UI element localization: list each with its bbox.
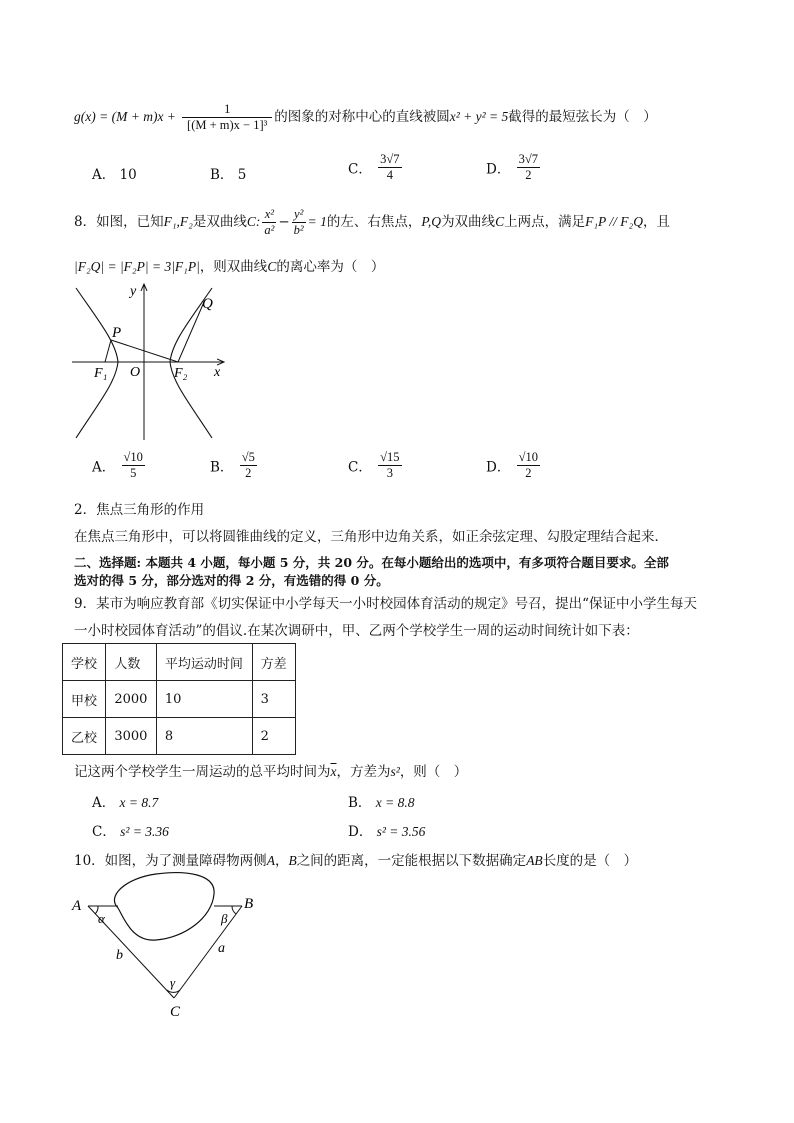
q9-line1: 9．某市为响应教育部《切实保证中小学每天一小时校园体育活动的规定》号召，提出“保证中小学生每天 [74, 596, 697, 612]
label-C: C [170, 1004, 181, 1020]
q9-option-b[interactable]: B． x = 8.8 [348, 795, 415, 811]
label-f1: F₁ [94, 366, 108, 381]
angle-beta-arc [232, 906, 236, 914]
q8-stem-line1: 8．如图，已知F₁,F₂是双曲线C: $\frac{\text{x²}}{\text{a²}}$ − $\frac{\text{y²}}{\text{b²}}$ = 1的左、右焦点，P,Q为双曲线C上两点，满足F₁P // F₂Q，且 [74, 207, 670, 237]
q8-option-b[interactable]: B． $\frac{√5}{2}$ [210, 450, 255, 480]
q7-g-label: g(x) = (M + m)x + [74, 109, 176, 124]
q9-table [62, 643, 296, 755]
note-body: 在焦点三角形中，可以将圆锥曲线的定义，三角形中边角关系，如正余弦定理、勾股定理结合起来． [74, 529, 668, 545]
label-f2: F₂ [174, 366, 188, 381]
q9-option-d[interactable]: D． s² = 3.56 [348, 824, 426, 840]
label-gamma: γ [170, 975, 176, 990]
label-B: B [244, 896, 254, 912]
q7-text2: 截得的最短弦长为（ ） [508, 109, 657, 125]
label-A: A [72, 898, 82, 914]
label-b: b [116, 948, 123, 963]
section2-line2: 选对的得 5 分，部分选对的得 2 分，有选错的得 0 分。 [74, 573, 389, 588]
label-o: O [130, 365, 141, 380]
side-a [174, 906, 242, 998]
q10-stem: 10．如图，为了测量障碍物两侧A，B之间的距离，一定能根据以下数据确定AB长度的是（ ） [74, 853, 638, 869]
label-a: a [218, 941, 225, 956]
label-alpha: α [98, 911, 105, 926]
label-p: P [112, 325, 122, 341]
q8-option-d[interactable]: D． $\frac{√10}{2}$ [486, 450, 538, 480]
table-row: 乙校 3000 8 2 [63, 718, 296, 755]
segment-f1p [105, 340, 111, 362]
table-row: 甲校 2000 10 3 [63, 681, 296, 718]
label-y: y [130, 284, 137, 299]
q7-fraction: $\frac{1}{\text{[(M + m)x − 1]³}}$ [182, 102, 272, 133]
label-beta: β [221, 911, 228, 926]
q7-text: 的图象的对称中心的直线被圆 [274, 109, 450, 125]
q7-stem [74, 98, 657, 136]
q10-triangle-figure [66, 866, 266, 1021]
q7-option-d[interactable]: D． $\frac{3√7}{2}$ [486, 152, 538, 182]
q9-line2: 一小时校园体育活动”的倡议.在某次调研中，甲、乙两个学校学生一周的运动时间统计如下表： [74, 623, 639, 639]
q7-option-a[interactable]: A． 10 [92, 167, 137, 183]
q8-stem-line2: |F₂Q| = |F₂P| = 3|F₁P|，则双曲线C的离心率为（ ） [74, 259, 385, 275]
note-title: 2．焦点三角形的作用 [74, 502, 205, 518]
obstacle-blob [114, 873, 214, 941]
label-q: Q [202, 296, 213, 312]
q9-option-c[interactable]: C． s² = 3.36 [92, 824, 169, 840]
left-branch [76, 288, 118, 438]
q9-option-a[interactable]: A． x = 8.7 [92, 795, 159, 811]
q9-after-table: 记这两个学校学生一周运动的总平均时间为$\overline{x}$，方差为s²，则（ ） [74, 764, 468, 780]
table-header-row: 学校 人数 平均运动时间 方差 [63, 644, 296, 681]
q8-option-a[interactable]: A． $\frac{√10}{5}$ [92, 450, 143, 480]
q7-circle-eq: x² + y² = 5 [449, 109, 509, 124]
label-x: x [214, 365, 221, 380]
section2-line1: 二、选择题: 本题共 4 小题，每小题 5 分，共 20 分。在每小题给出的选项中，有多项符合题目要求。全部 [74, 555, 669, 570]
q7-option-b[interactable]: B． 5 [210, 167, 247, 183]
q8-hyperbola-figure [68, 280, 238, 445]
q8-option-c[interactable]: C． $\frac{√15}{3}$ [348, 450, 400, 480]
q7-option-c[interactable]: C． $\frac{3√7}{4}$ [348, 152, 400, 182]
